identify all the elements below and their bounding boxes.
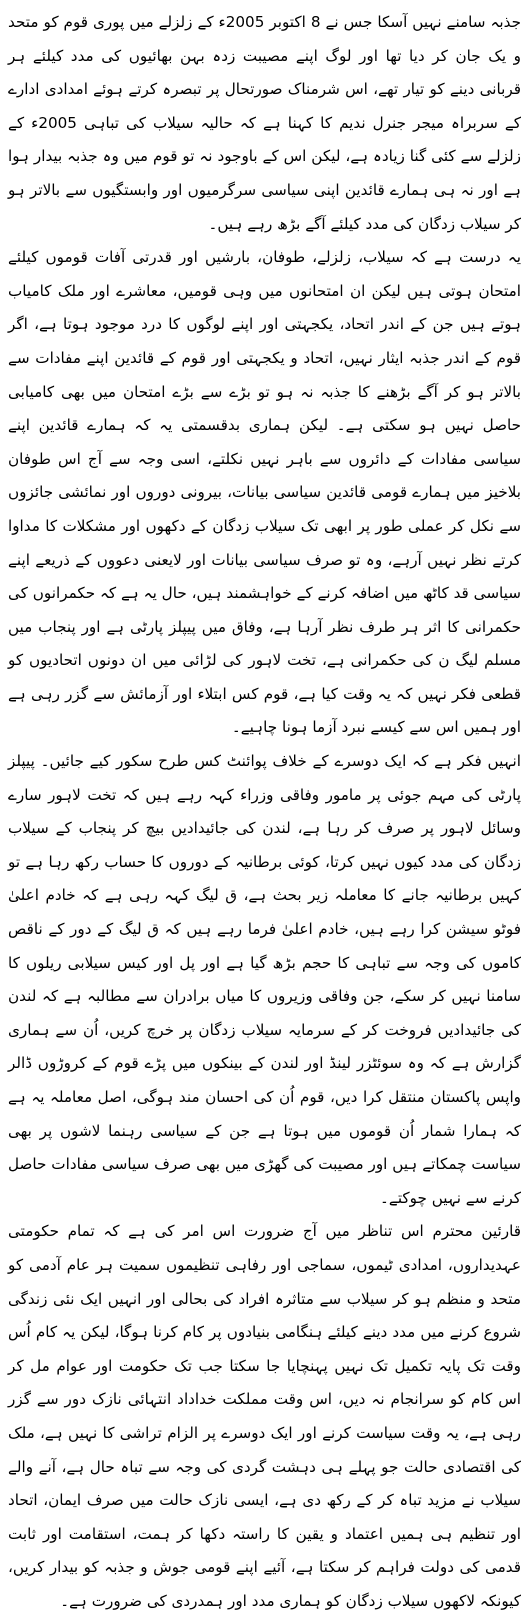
paragraph-2: یہ درست ہے کہ سیلاب، زلزلے، طوفان، بارشیں اور قدرتی آفات قوموں کیلئے امتحان ہوتی ہیں لیکن ان امتحانوں میں وہی قومیں، معاشرے اور ملک کامیاب ہوتے ہیں جن کے اندر اتحاد، یکجہتی اور اپنے لوگوں کا درد موجود ہوتا ہے، اگر قوم کے اندر جذبہ ایثار نہیں، اتحاد و یکجہتی اور قوم کے قائدین اپنے مفادات سے بالاتر ہو کر آگے بڑھنے کا جذبہ نہ ہو تو بڑے سے بڑے امتحان میں بھی کامیابی حاصل نہیں ہو سکتی ہے۔ لیکن ہماری بدقسمتی یہ کہ ہمارے قائدین اپنے سیاسی مفادات کے دائروں سے باہر نہیں نکلتے، اسی وجہ سے آج اس طوفان بلاخیز میں ہمارے قومی قائدین سیاسی بیانات، بیرونی دوروں اور نمائشی جائزوں سے نکل کر عملی طور پر ابھی تک سیلاب زدگان کے دکھوں اور مشکلات کا مداوا کرتے نظر نہیں آرہے، وہ تو صرف سیاسی بیانات اور لایعنی دعووں کے ذریعے اپنے سیاسی قد کاٹھ میں اضافہ کرنے کے خواہشمند ہیں، حال یہ ہے کہ حکمرانوں کی حکمرانی کا اثر ہر طرف نظر آرہا ہے، وفاق میں پیپلز پارٹی ہے اور پنجاب میں مسلم لیگ ن کی حکمرانی ہے، تخت لاہور کی لڑائی میں ان دونوں اتحادیوں کو قطعی فکر نہیں کہ یہ وقت کیا ہے، قوم کس ابتلاء اور آزمائش سے گزر رہی ہے اور ہمیں اس سے کیسے نبرد آزما ہونا چاہیے۔ — [8, 248, 521, 737]
paragraph-3: انہیں فکر ہے کہ ایک دوسرے کے خلاف پوائنٹ کس طرح سکور کیے جائیں۔ پیپلز پارٹی کی مہم جوئی پر مامور وفاقی وزراء کہہ رہے ہیں کہ تخت لاہور سارے وسائل لاہور پر صرف کر رہا ہے، لندن کی جائیدادیں بیچ کر پنجاب کے سیلاب زدگان کی مدد کیوں نہیں کرتا، کوئی برطانیہ کے دوروں کا حساب رکھ رہا ہے تو کہیں برطانیہ جانے کا معاملہ زیر بحث ہے، ق لیگ کہہ رہی ہے کہ خادم اعلیٰ فوٹو سیشن کرا رہے ہیں، خادم اعلیٰ فرما رہے ہیں کہ ق لیگ کے دور کے ناقص کاموں کی وجہ سے تباہی کا حجم بڑھ گیا ہے اور پل اور کیس سیلابی ریلوں کا سامنا نہیں کر سکے، جن وفاقی وزیروں کا میاں برادران سے مطالبہ ہے کہ لندن کی جائیدادیں فروخت کر کے سرمایہ سیلاب زدگان پر خرچ کریں، اُن سے ہماری گزارش ہے کہ وہ سوئٹزر لینڈ اور لندن کے بینکوں میں پڑے قوم کے کروڑوں ڈالر واپس پاکستان منتقل کرا دیں، قوم اُن کی احسان مند ہوگی، اصل معاملہ یہ ہے کہ ہمارا شمار اُن قوموں میں ہوتا ہے جن کے سیاسی رہنما لاشوں پر بھی سیاست چمکاتے ہیں اور مصیبت کی گھڑی میں بھی صرف سیاسی مفادات حاصل کرنے سے نہیں چوکتے۔ — [8, 752, 521, 1207]
paragraph-4: قارئین محترم اس تناظر میں آج ضرورت اس امر کی ہے کہ تمام حکومتی عہدیداروں، امدادی ٹیموں، سماجی اور رفاہی تنظیموں سمیت ہر عام آدمی کو متحد و منظم ہو کر سیلاب سے متاثرہ افراد کی بحالی اور انہیں ایک نئی زندگی شروع کرنے میں مدد دینے کیلئے ہنگامی بنیادوں پر کام کرنا ہوگا، لیکن یہ کام اُس وقت تک پایہ تکمیل تک نہیں پہنچایا جا سکتا جب تک حکومت اور عوام مل کر اس کام کو سرانجام نہ دیں، اس وقت مملکت خداداد انتہائی نازک دور سے گزر رہی ہے، یہ وقت سیاست کرنے اور ایک دوسرے پر الزام تراشی کا نہیں ہے، ملک کی اقتصادی حالت جو پہلے ہی دہشت گردی کی وجہ سے تباہ حال ہے، آنے والے سیلاب نے مزید تباہ کر کے رکھ دی ہے، ایسی نازک حالت میں صرف ایمان، اتحاد اور تنظیم ہی ہمیں اعتماد و یقین کا راستہ دکھا کر ہمت، استقامت اور ثابت قدمی کی دولت فراہم کر سکتا ہے، آئیے اپنے قومی جوش و جذبہ کو بیدار کریں، کیونکہ لاکھوں سیلاب زدگان کو ہماری مدد اور ہمدردی کی ضرورت ہے۔ — [8, 1222, 521, 1610]
paragraph-1: جذبہ سامنے نہیں آسکا جس نے 8 اکتوبر 2005ء کے زلزلے میں پوری قوم کو متحد و یک جان کر دیا تھا اور لوگ اپنے مصیبت زدہ بہن بھائیوں کی مدد کیلئے ہر قربانی دینے کو تیار تھے، اس شرمناک صورتحال پر تبصرہ کرتے ہوئے امدادی ادارے کے سربراہ میجر جنرل ندیم کا کہنا ہے کہ حالیہ سیلاب کی تباہی 2005ء کے زلزلے سے کئی گنا زیادہ ہے، لیکن اس کے باوجود نہ تو قوم میں وہ جذبہ بیدار ہوا ہے اور نہ ہی ہمارے قائدین اپنی سیاسی سرگرمیوں اور وابستگیوں سے بالاتر ہو کر سیلاب زدگان کی مدد کیلئے آگے بڑھ رہے ہیں۔ — [8, 13, 521, 233]
